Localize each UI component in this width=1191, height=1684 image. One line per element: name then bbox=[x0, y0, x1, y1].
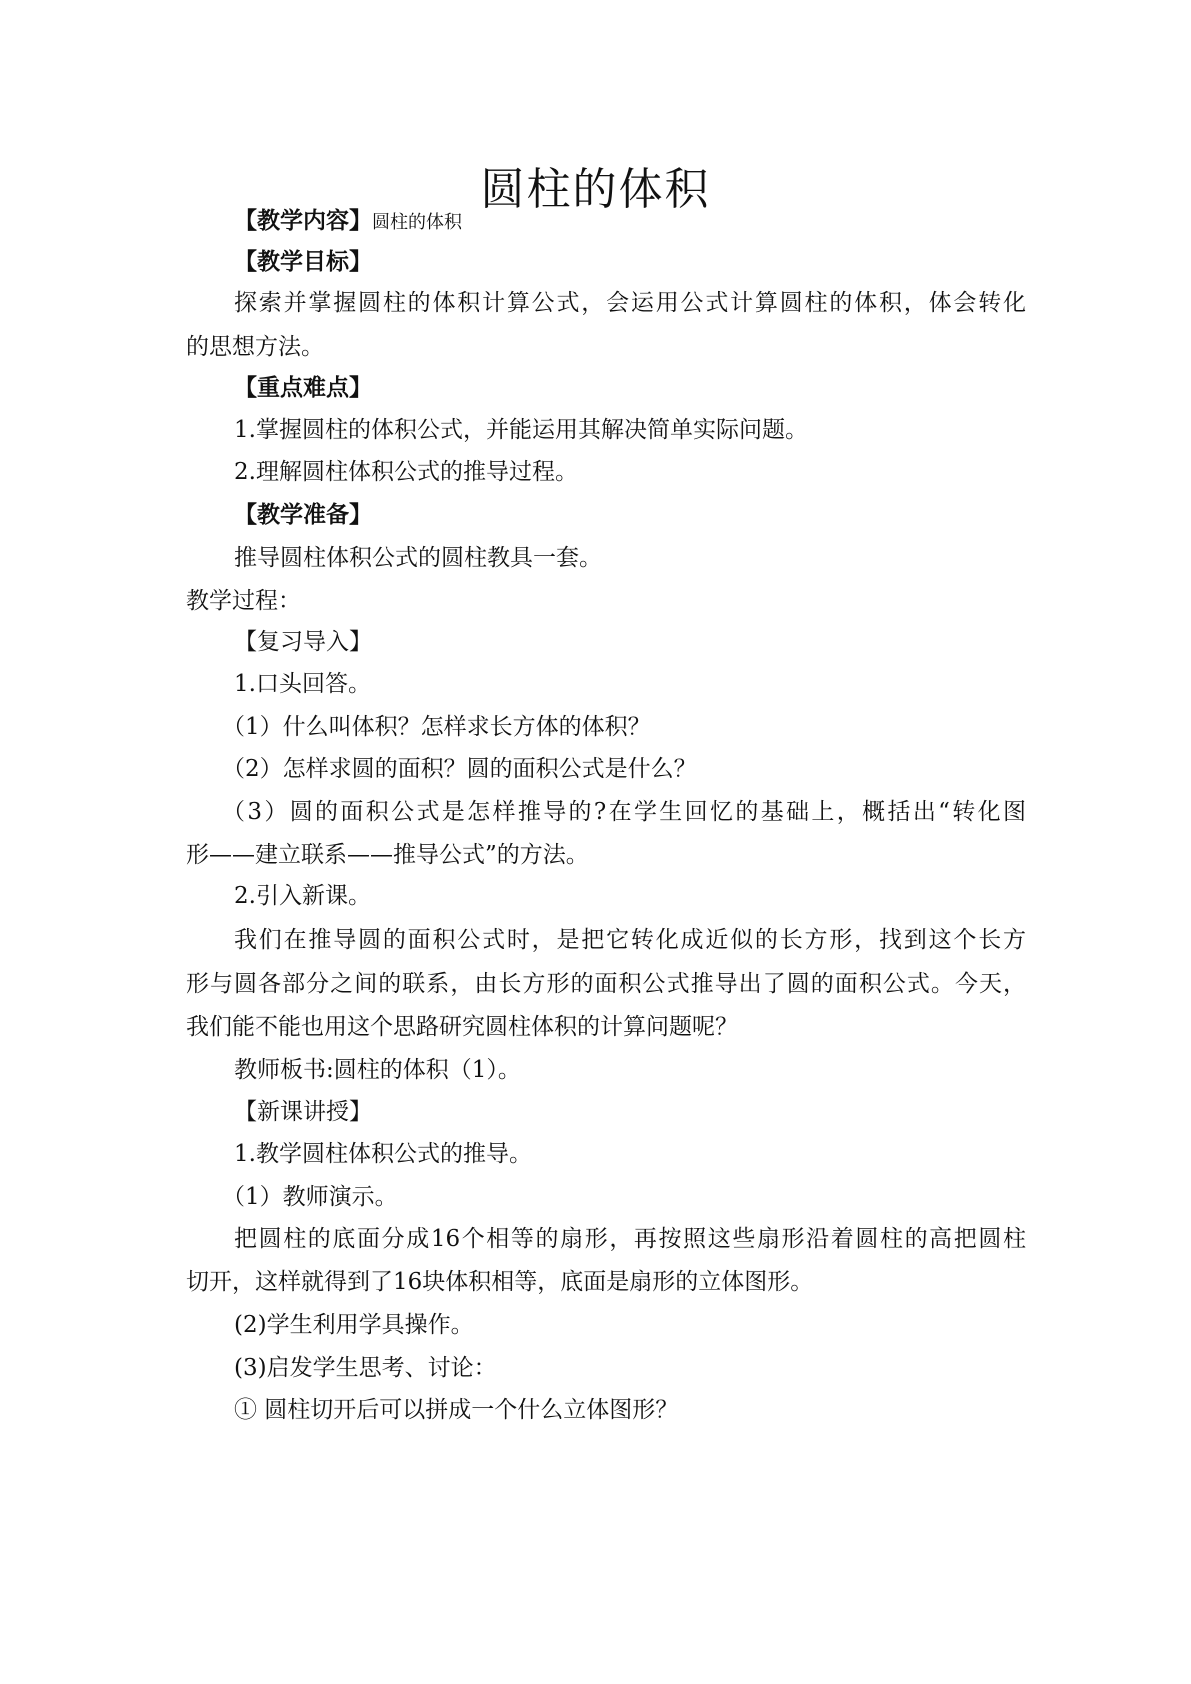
goal-text-line-1: 探索并掌握圆柱的体积计算公式，会运用公式计算圆柱的体积，体会转化 bbox=[234, 290, 1026, 316]
intro-paragraph-line-3: 我们能不能也用这个思路研究圆柱体积的计算问题呢？ bbox=[186, 1014, 738, 1040]
key-point-1: 1.掌握圆柱的体积公式，并能运用其解决简单实际问题。 bbox=[234, 417, 808, 443]
new-lesson-item-1: 1.教学圆柱体积公式的推导。 bbox=[234, 1141, 532, 1167]
review-question-2: （2）怎样求圆的面积？圆的面积公式是什么？ bbox=[222, 756, 697, 782]
teaching-content-value: 圆柱的体积 bbox=[372, 212, 462, 233]
teaching-content-heading: 【教学内容】 bbox=[234, 207, 372, 234]
board-text: 教师板书:圆柱的体积（1）。 bbox=[234, 1057, 521, 1083]
review-item-2: 2.引入新课。 bbox=[234, 883, 371, 909]
key-point-2: 2.理解圆柱体积公式的推导过程。 bbox=[234, 459, 578, 485]
new-lesson-heading: 【新课讲授】 bbox=[234, 1099, 372, 1125]
review-question-3-line-2: 形——建立联系——推导公式”的方法。 bbox=[186, 842, 589, 868]
demo-label: （1）教师演示。 bbox=[222, 1184, 398, 1210]
teaching-content-row bbox=[234, 206, 1026, 238]
intro-paragraph-line-1: 我们在推导圆的面积公式时，是把它转化成近似的长方形，找到这个长方 bbox=[234, 927, 1026, 953]
demo-paragraph-line-1: 把圆柱的底面分成16个相等的扇形，再按照这些扇形沿着圆柱的高把圆柱 bbox=[234, 1226, 1026, 1252]
process-label: 教学过程： bbox=[186, 588, 301, 614]
page-title: 圆柱的体积 bbox=[480, 164, 711, 215]
goal-text-line-2: 的思想方法。 bbox=[186, 334, 324, 360]
key-points-heading: 【重点难点】 bbox=[234, 374, 372, 401]
review-question-3-line-1: （3）圆的面积公式是怎样推导的?在学生回忆的基础上，概括出“转化图 bbox=[222, 799, 1026, 825]
demo-paragraph-line-2: 切开，这样就得到了16块体积相等，底面是扇形的立体图形。 bbox=[186, 1269, 814, 1295]
review-question-1: （1）什么叫体积？怎样求长方体的体积？ bbox=[222, 714, 651, 740]
discussion-question-1: ① 圆柱切开后可以拼成一个什么立体图形？ bbox=[234, 1397, 679, 1423]
discussion-prompt: (3)启发学生思考、讨论： bbox=[234, 1355, 497, 1381]
preparation-heading: 【教学准备】 bbox=[234, 501, 372, 528]
preparation-text: 推导圆柱体积公式的圆柱教具一套。 bbox=[234, 545, 602, 571]
teaching-goal-heading: 【教学目标】 bbox=[234, 248, 372, 275]
review-item-1: 1.口头回答。 bbox=[234, 671, 371, 697]
student-operation: (2)学生利用学具操作。 bbox=[234, 1312, 474, 1338]
intro-paragraph-line-2: 形与圆各部分之间的联系，由长方形的面积公式推导出了圆的面积公式。今天， bbox=[186, 971, 1026, 997]
review-heading: 【复习导入】 bbox=[234, 629, 372, 655]
